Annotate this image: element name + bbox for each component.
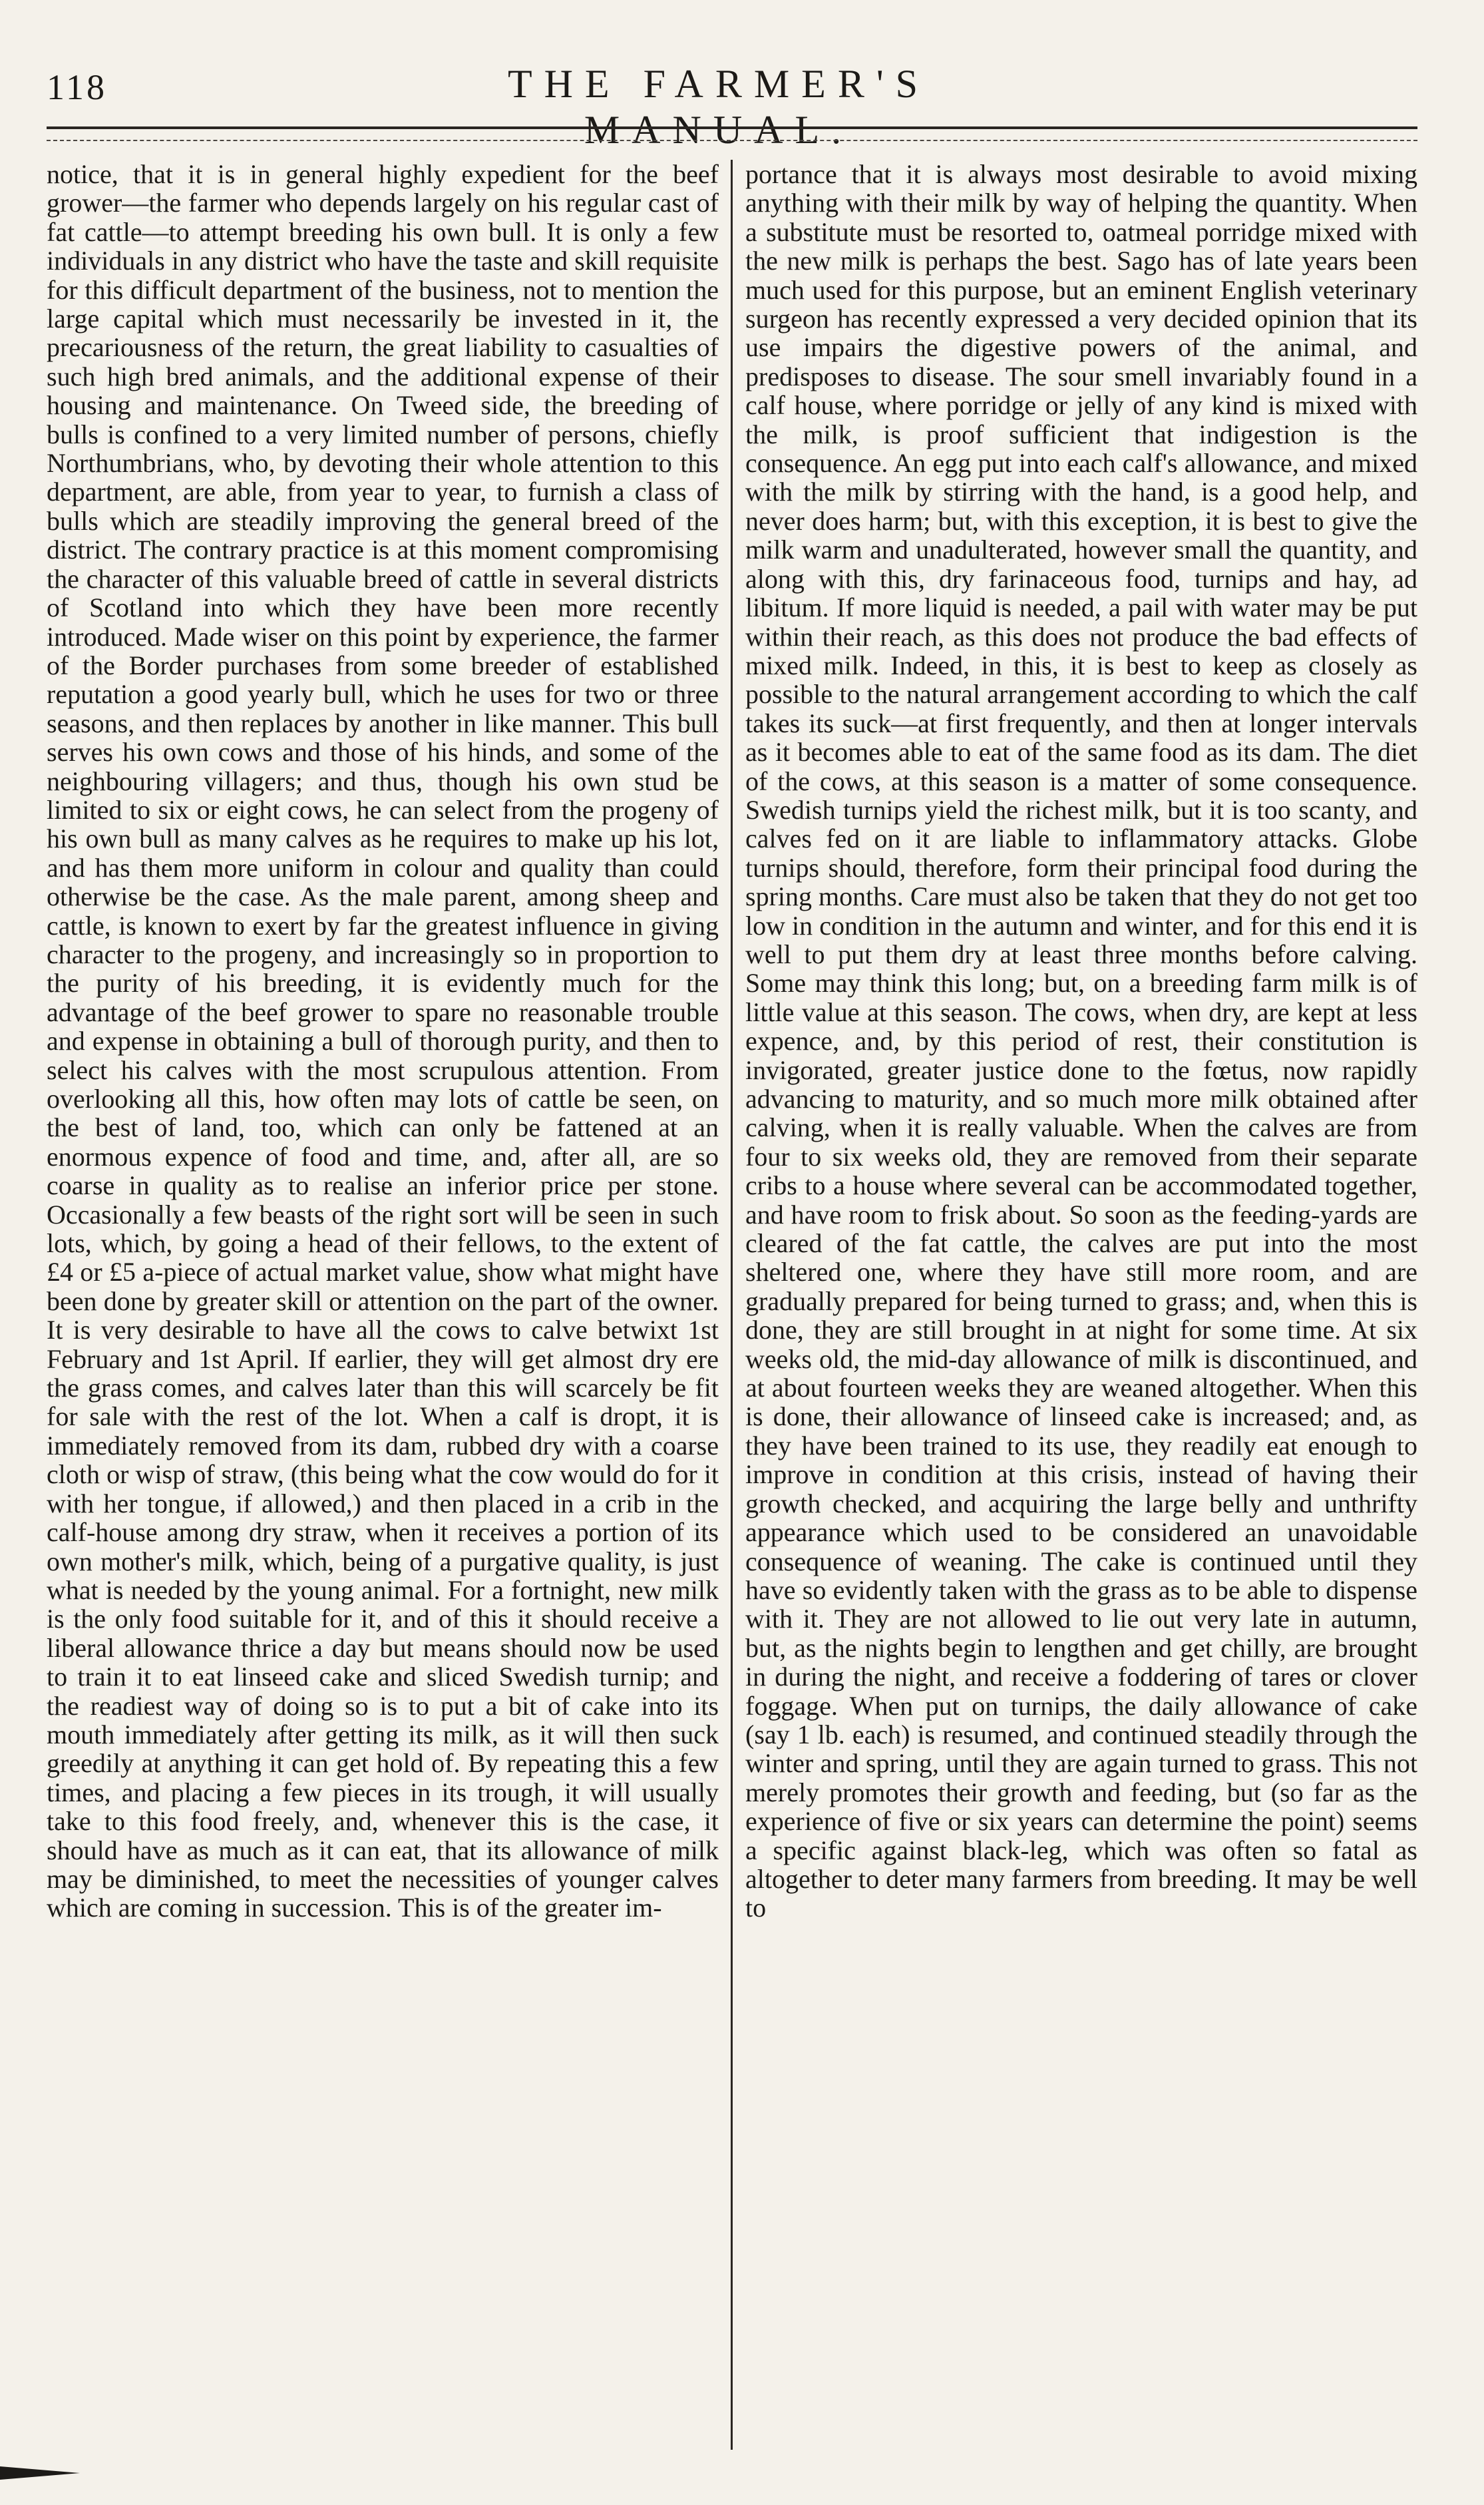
scan-edge-mark [0,2466,80,2480]
header-rule [47,126,1417,129]
page-header [27,27,1424,152]
running-title: THE FARMER'S MANUAL. [507,62,930,152]
right-column-text: portance that it is always most desirable to avoid mixing anything with their milk by way of helping the quantity. When a substitute must be resorted to, oatmeal porridge mixed with the new milk is perhaps the best. Sago has of late years been much used for this purpose, but an eminent English veterinary surgeon has recently expressed a very decided opinion that its use impairs the digestive powers of the animal, and predisposes to disease. The sour smell invariably found in a calf house, where porridge or jelly of any kind is mixed with the milk, is proof sufficient that indigestion is the consequence. An egg put into each calf's allowance, and mixed with the milk by stirring with the hand, is a good help, and never does harm; but, with this exception, it is best to give the milk warm and unadulterated, however small the quantity, and along with this, dry farinaceous food, turnips and hay, ad libitum. If more liquid is needed, a pail with water may be put within their reach, as this does not produce the bad effects of mixed milk. Indeed, in this, it is best to keep as closely as possible to the natural arrangement according to which the calf takes its suck—at first frequently, and then at longer intervals as it becomes able to eat of the same food as its dam. The diet of the cows, at this season is a matter of some consequence. Swedish turnips yield the richest milk, but it is too scanty, and calves fed on it are liable to inflammatory attacks. Globe turnips should, therefore, form their principal food during the spring months. Care must also be taken that they do not get too low in condition in the autumn and winter, and for this end it is well to put them dry at least three months before calving. Some may think this long; but, on a breeding farm milk is of little value at this season. The cows, when dry, are kept at less expence, and, by this period of rest, their constitution is invigorated, greater justice done to the fœtus, now rapidly advancing to maturity, and so much more milk obtained after calving, when it is really valuable. When the calves are from four to six weeks old, they are removed from their separate cribs to a house where several can be accommodated together, and have room to frisk about. So soon as the feeding-yards are cleared of the fat cattle, the calves are put into the most sheltered one, where they have still more room, and are gradually prepared for being turned to grass; and, when this is done, they are still brought in at night for some time. At six weeks old, the mid-day allowance of milk is discontinued, and at about fourteen weeks they are weaned altogether. When this is done, their allowance of linseed cake is increased; and, as they have been trained to its use, they readily eat enough to improve in condition at this crisis, instead of having their growth checked, and acquiring the large belly and unthrifty appearance which used to be considered an unavoidable consequence of weaning. The cake is continued until they have so evidently taken with the grass as to be able to dispense with it. They are not allowed to lie out very late in autumn, but, as the nights begin to lengthen and get chilly, are brought in during the night, and receive a foddering of tares or clover foggage. When put on turnips, the daily allowance of cake (say 1 lb. each) is resumed, and continued steadily through the winter and spring, until they are again turned to grass. This not merely promotes their growth and feeding, but (so far as the experience of five or six years can determine the point) seems a specific against black-leg, which was often so fatal as altogether to deter many farmers from breeding. It may be well to [745,160,1417,1923]
page-number: 118 [47,67,107,107]
left-column-text: notice, that it is in general highly expedient for the beef grower—the farmer who depends largely on his regular cast of fat cattle—to attempt breeding his own bull. It is only a few individuals in any district who have the taste and skill requisite for this difficult department of the business, not to mention the large capital which must necessarily be invested in it, the precariousness of the return, the great liability to casualties of such high bred animals, and the additional expense of their housing and maintenance. On Tweed side, the breeding of bulls is confined to a very limited number of persons, chiefly Northumbrians, who, by devoting their whole attention to this department, are able, from year to year, to furnish a class of bulls which are steadily improving the general breed of the district. The contrary practice is at this moment compromising the character of this valuable breed of cattle in several districts of Scotland into which they have been more recently introduced. Made wiser on this point by experience, the farmer of the Border purchases from some breeder of established reputation a good yearly bull, which he uses for two or three seasons, and then replaces by another in like manner. This bull serves his own cows and those of his hinds, and some of the neighbouring villagers; and thus, though his own stud be limited to six or eight cows, he can select from the progeny of his own bull as many calves as he requires to make up his lot, and has them more uniform in colour and quality than could otherwise be the case. As the male parent, among sheep and cattle, is known to exert by far the greatest influence in giving character to the progeny, and increasingly so in proportion to the purity of his breeding, it is evidently much for the advantage of the beef grower to spare no reasonable trouble and expense in obtaining a bull of thorough purity, and then to select his calves with the most scrupulous attention. From overlooking all this, how often may lots of cattle be seen, on the best of land, too, which can only be fattened at an enormous expence of food and time, and, after all, are so coarse in quality as to realise an inferior price per stone. Occasionally a few beasts of the right sort will be seen in such lots, which, by going a head of their fellows, to the extent of £4 or £5 a-piece of actual market value, show what might have been done by greater skill or attention on the part of the owner. It is very desirable to have all the cows to calve betwixt 1st February and 1st April. If earlier, they will get almost dry ere the grass comes, and calves later than this will scarcely be fit for sale with the rest of the lot. When a calf is dropt, it is immediately removed from its dam, rubbed dry with a coarse cloth or wisp of straw, (this being what the cow would do for it with her tongue, if allowed,) and then placed in a crib in the calf-house among dry straw, when it receives a portion of its own mother's milk, which, being of a purgative quality, is just what is needed by the young animal. For a fortnight, new milk is the only food suitable for it, and of this it should receive a liberal allowance thrice a day but means should now be used to train it to eat linseed cake and sliced Swedish turnip; and the readiest way of doing so is to put a bit of cake into its mouth immediately after getting its milk, as it will then suck greedily at anything it can get hold of. By repeating this a few times, and placing a few pieces in its trough, it will usually take to this food freely, and, whenever this is the case, it should have as much as it can eat, that its allowance of milk may be diminished, to meet the necessities of younger calves which are coming in succession. This is of the greater im- [47,160,719,1923]
column-divider [731,160,733,2450]
header-rule-dashed [47,140,1417,141]
document-page [27,27,1424,2483]
